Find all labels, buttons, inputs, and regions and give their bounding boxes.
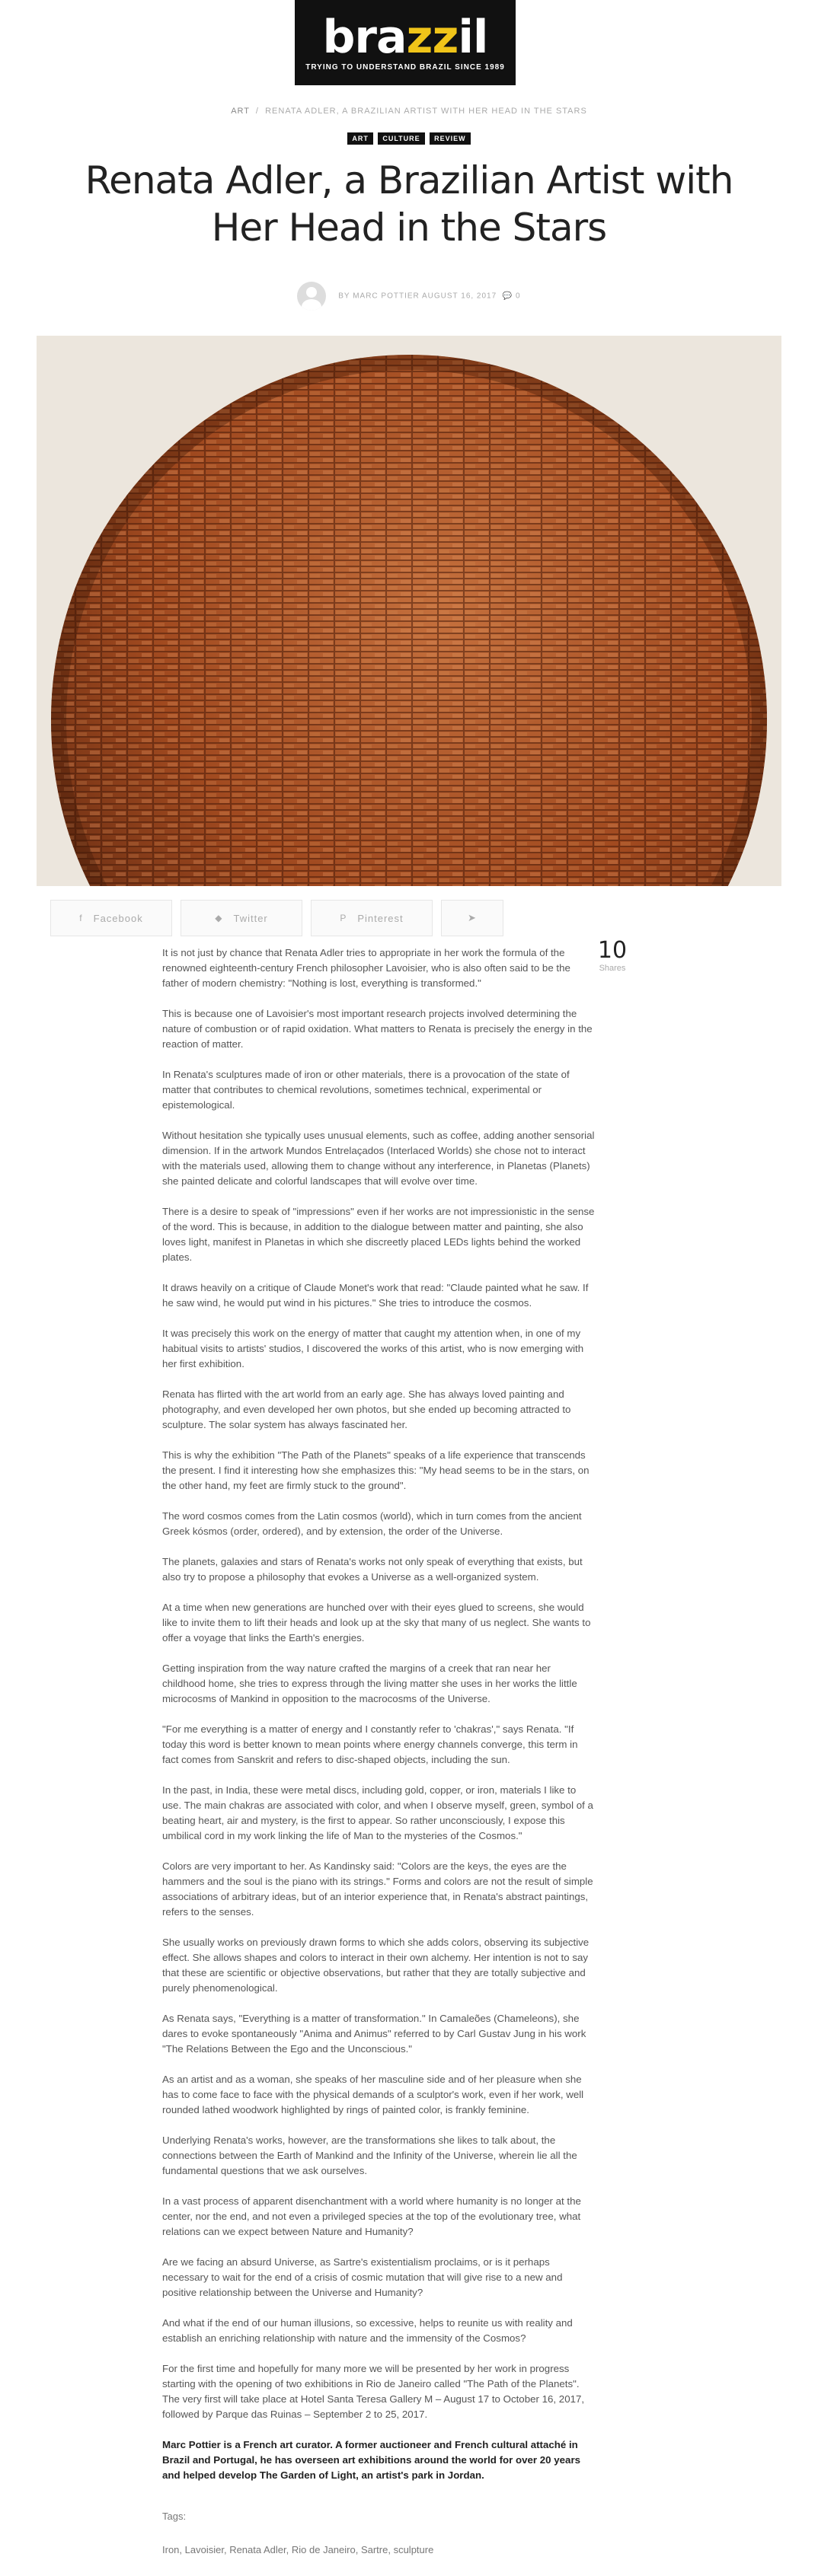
article-paragraph: As Renata says, "Everything is a matter of transformation." In Camaleões (Chameleons), she dares to evoke spontaneously "Anima and Animus" referred to by Carl Gustav Jung in his work "The Relations Between the Ego and the Unconscious." <box>162 2013 586 2055</box>
article-paragraph: "For me everything is a matter of energy and I constantly refer to 'chakras'," says Renata. "If today this word is better known to mean points where energy channels converge, this term in fact comes from Sanskrit and refers to disc-shaped objects, including the sun. <box>162 1723 578 1765</box>
article-paragraph: It is not just by chance that Renata Adler tries to appropriate in her work the formula of the renowned eighteenth-century French philosopher Lavoisier, who is also often said to be the father of modern chemistry: "Nothing is lost, everything is transformed." <box>162 947 570 989</box>
article-paragraph: It draws heavily on a critique of Claude Monet's work that read: "Claude painted what he saw. If he saw wind, he would put wind in his pictures." She tries to introduce the cosmos. <box>162 1282 589 1309</box>
article-paragraph: Without hesitation she typically uses unusual elements, such as coffee, adding another sensorial dimension. If in the artwork Mundos Entrelaçados (Interlaced Worlds) she chose not to interact with the materials used, allowing them to change without any interference, in Planetas (Planets) she painted delicate and colorful landscapes that will evolve over time. <box>162 1130 595 1187</box>
share-count-label: Shares <box>599 964 626 973</box>
article-paragraph: There is a desire to speak of "impressions" even if her works are not impressionistic in the sense of the word. This is because, in addition to the dialogue between matter and painting, she also loves light, manifest in Planetas in which she discreetly placed LEDs lights behind the worked plates. <box>162 1206 595 1263</box>
article-body <box>162 945 596 2558</box>
rusted-sphere-sculpture-image <box>37 336 781 886</box>
facebook-icon: f <box>79 913 83 923</box>
share-arrow-icon: ➤ <box>468 912 477 923</box>
category-badge-culture[interactable]: CULTURE <box>378 132 424 145</box>
article-paragraph: And what if the end of our human illusions, so excessive, helps to reunite us with reality and establish an enriching relationship with nature and the immensity of the Cosmos? <box>162 2317 573 2344</box>
tag-link[interactable]: Iron <box>162 2544 180 2555</box>
article-paragraph: It was precisely this work on the energy of matter that caught my attention when, in one of my habitual visits to artists' studios, I discovered the works of this artist, who is now emerging with her first exhibition. <box>162 1328 584 1369</box>
article-paragraph: Getting inspiration from the way nature crafted the margins of a creek that ran near her childhood home, she tries to express through the living matter she uses in her works the little microcosms of Mankind in opposition to the macrocosms of the Universe. <box>162 1663 577 1704</box>
share-count-number: 10 <box>597 937 628 964</box>
tag-link[interactable]: Rio de Janeiro <box>291 2544 356 2555</box>
comment-icon[interactable]: 💬 <box>502 292 513 301</box>
article-paragraph: This is why the exhibition "The Path of the Planets" speaks of a life experience that transcends the present. I find it interesting how she emphasizes this: "My head seems to be in the stars, on the other hand, my feet are firmly stuck to the ground". <box>162 1449 590 1491</box>
post-meta <box>0 282 818 311</box>
author-avatar[interactable] <box>297 282 326 311</box>
breadcrumb-home[interactable]: ART <box>231 107 250 116</box>
article-paragraph: The planets, galaxies and stars of Renata's works not only speak of everything that exists, but also try to propose a philosophy that evokes a Universe as a well-organized system. <box>162 1556 583 1583</box>
article-paragraph: Renata has flirted with the art world from an early age. She has always loved painting and photography, and even developed her own photos, but she ended up becoming attracted to sculpture. The solar system has always fascinated her. <box>162 1388 571 1430</box>
logo-tagline: TRYING TO UNDERSTAND BRAZIL SINCE 1989 <box>305 62 505 72</box>
article-paragraph: This is because one of Lavoisier's most important research projects involved determining the nature of combustion or of rapid oxidation. What matters to Renata is precisely the energy in the reaction of matter. <box>162 1008 593 1050</box>
article-paragraph: Colors are very important to her. As Kandinsky said: "Colors are the keys, the eyes are the hammers and the soul is the piano with its strings." Forms and colors are not the result of simple associations of arbitrary ideas, but of an interior experience that, in Renata's abstract paintings, refers to the senses. <box>162 1860 593 1918</box>
page-title: Renata Adler, a Brazilian Artist with Her Head in the Stars <box>85 158 733 250</box>
pinterest-icon: P <box>340 913 347 923</box>
post-date: AUGUST 16, 2017 <box>421 292 497 301</box>
breadcrumb <box>0 107 818 116</box>
article-paragraph: The word cosmos comes from the Latin cosmos (world), which in turn comes from the ancient Greek kósmos (order, ordered), and by extension, the order of the Universe. <box>162 1510 582 1537</box>
article-paragraph: In the past, in India, these were metal discs, including gold, copper, or iron, materials I like to use. The main chakras are associated with color, and when I observe myself, green, symbol of a beating heart, air and mystery, is the first to appear. So rather unconsciously, I expose this umbilical cord in my work linking the life of Man to the mysteries of the Cosmos." <box>162 1784 593 1841</box>
share-bar <box>50 900 503 935</box>
breadcrumb-current: RENATA ADLER, A BRAZILIAN ARTIST WITH HER HEAD IN THE STARS <box>265 107 587 116</box>
share-more-button[interactable] <box>441 900 503 936</box>
article-paragraph: As an artist and as a woman, she speaks of her masculine side and of her pleasure when she has to come face to face with the physical demands of a sculptor's work, even if her work, well rounded lathed woodwork highlighted by rings of painted color, is frankly feminine. <box>162 2074 584 2115</box>
logo-wordmark: brazzil <box>322 10 488 64</box>
article-paragraph: For the first time and hopefully for many more we will be presented by her work in progress starting with the opening of two exhibitions in Rio de Janeiro called "The Path of the Planets". The very first will take place at Hotel Santa Teresa Gallery M – August 17 to October 16, 2017, followed by Parque das Ruinas – September 2 to 25, 2017. <box>162 2363 585 2420</box>
meta-by: BY <box>338 292 350 301</box>
share-pinterest-button[interactable]: P Pinterest <box>311 900 433 936</box>
hero-image <box>37 336 781 886</box>
category-badge-art[interactable]: ART <box>347 132 373 145</box>
tag-link[interactable]: Lavoisier <box>184 2544 224 2555</box>
article-paragraph: At a time when new generations are hunched over with their eyes glued to screens, she would like to invite them to lift their heads and look up at the sky that many of us neglect. She wants to offer a voyage that links the Earth's energies. <box>162 1602 591 1643</box>
author-bio: Marc Pottier is a French art curator. A former auctioneer and French cultural attaché in Brazil and Portugal, he has overseen art exhibitions around the world for over 20 years and helped develop The Garden of Light, an artist's park in Jordan. <box>162 2439 581 2481</box>
article-paragraph: In Renata's sculptures made of iron or other materials, there is a provocation of the state of matter that contributes to chemical revolutions, sometimes technical, experimental or epistemological. <box>162 1069 570 1111</box>
tag-link[interactable]: Sartre <box>360 2544 388 2555</box>
article-paragraph: She usually works on previously drawn forms to which she adds colors, observing its subjective effect. She allows shapes and colors to interact in their own alchemy. Her intention is not to say that these are scientific or objective observations, but rather that they are totally subjective and purely phenomenological. <box>162 1937 590 1994</box>
breadcrumb-separator: / <box>255 107 259 116</box>
category-badge-review[interactable]: REVIEW <box>430 132 471 145</box>
tag-list: Iron, Lavoisier, Renata Adler, Rio de Janeiro, Sartre, sculpture <box>162 2544 434 2555</box>
article-paragraph: In a vast process of apparent disenchantment with a world where humanity is no longer at the center, nor the end, and not even a privileged species at the top of the evolutionary tree, what relations can we expect between Nature and Humanity? <box>162 2195 581 2237</box>
author-link[interactable]: MARC POTTIER <box>353 292 420 301</box>
share-facebook-button[interactable]: f Facebook <box>50 900 172 936</box>
share-twitter-button[interactable]: ◆ Twitter <box>181 900 302 936</box>
comment-count[interactable]: 0 <box>515 292 521 301</box>
article-paragraph: Underlying Renata's works, however, are the transformations she likes to talk about, the connections between the Earth of Mankind and the Infinity of the Universe, wherein lie all the fundamental questions that we ask ourselves. <box>162 2134 577 2176</box>
category-badges <box>0 131 818 145</box>
article-paragraph: Are we facing an absurd Universe, as Sartre's existentialism proclaims, or is it perhaps necessary to wait for the end of a crisis of cosmic mutation that will give rise to a new and positive relationship between the Universe and Humanity? <box>162 2256 563 2298</box>
share-count <box>594 938 631 973</box>
site-logo[interactable] <box>295 0 516 85</box>
twitter-icon: ◆ <box>215 913 223 923</box>
tag-link[interactable]: Renata Adler <box>229 2544 286 2555</box>
tags-label: Tags: <box>162 2511 187 2522</box>
tag-link[interactable]: sculpture <box>393 2544 434 2555</box>
